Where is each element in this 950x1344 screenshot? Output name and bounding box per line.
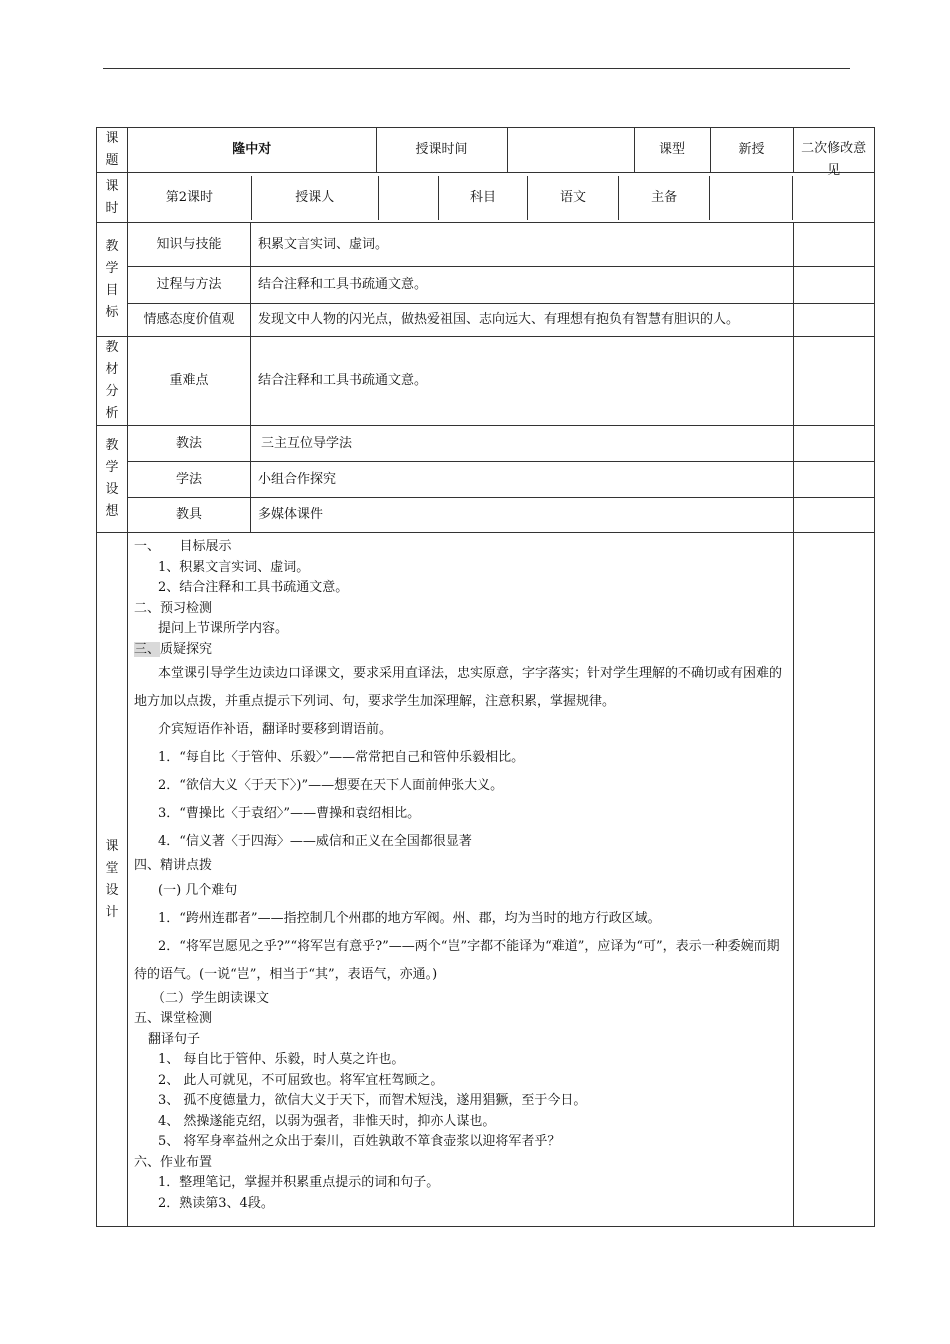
lead-value [710,176,793,220]
s5-item-2: 2、 此人可就见，不可屈致也。将军宜枉驾顾之。 [158,1072,444,1088]
s1-title: 一、 目标展示 [134,539,232,554]
goal-text-2: 结合注释和工具书疏通文意。 [251,267,794,304]
design-revision-3 [794,498,875,533]
design-text-1: 三主互位导学法 [251,426,794,462]
classroom-label: 课 堂 设 计 [97,533,128,1227]
design-name-1: 教法 [128,426,251,462]
period-label: 课 时 [97,173,128,223]
analysis-revision [794,337,875,426]
analysis-name: 重难点 [128,337,251,426]
goal-name-2: 过程与方法 [128,267,251,304]
goal-name-3: 情感态度价值观 [128,304,251,337]
s3-paragraph: 本堂课引导学生边读边口译课文，要求采用直译法，忠实原意，字字落实；针对学生理解的不确切或有困难的地方加以点拨，并重点提示下列词、句，要求学生加深理解，注意积累，掌握规律。 [134,666,783,709]
design-text-3: 多媒体课件 [251,498,794,533]
s3-note: 介宾短语作补语，翻译时要移到谓语前。 [158,722,393,737]
s5-item-3: 3、 孤不度德量力，欲信大义于天下，而智术短浅，遂用猖獗，至于今日。 [158,1093,587,1108]
s2-text: 提问上节课所学内容。 [158,621,289,636]
goal-text-1: 积累文言实词、虚词。 [251,223,794,267]
s1-item-1: 1、积累文言实词、虚词。 [158,559,310,575]
classroom-content [128,533,794,1227]
topic-label: 课 题 [97,128,128,173]
lead-label: 主备 [619,176,710,220]
time-value [507,128,634,172]
goal-text-3: 发现文中人物的闪光点，做热爱祖国、志向远大、有理想有抱负有智慧有胆识的人。 [251,304,794,337]
s1-item-2: 2、结合注释和工具书疏通文意。 [158,580,349,595]
s5-item-1: 1、 每自比于管仲、乐毅，时人莫之许也。 [158,1052,405,1067]
period-value: 第2课时 [165,189,213,205]
design-revision-2 [794,462,875,498]
s6-item-2: 2．熟读第3、4段。 [158,1195,274,1211]
s6-item-1: 1．整理笔记，掌握并积累重点提示的词和句子。 [158,1175,440,1190]
s3-item-1: 1．“每自比〈于管仲、乐毅〉”——常常把自己和管仲乐毅相比。 [158,750,525,765]
s5-item-5: 5、 将军身率益州之众出于秦川，百姓孰敢不箪食壶浆以迎将军者乎？ [158,1134,561,1149]
s2-title: 二、预习检测 [134,600,213,616]
type-label: 课型 [634,128,710,172]
revision-note: 二次修改意见 [793,176,874,220]
goal-revision-3 [794,304,875,337]
s3-item-3: 3．“曹操比〈于袁绍〉”——曹操和袁绍相比。 [158,806,421,821]
s3-item-2: 2．“欲信大义〈于天下〉)”——想要在天下人面前伸张大义。 [158,778,504,793]
design-text-2: 小组合作探究 [251,462,794,498]
design-name-3: 教具 [128,498,251,533]
s5-item-4: 4、 然操遂能克绍，以弱为强者，非惟天时，抑亦人谋也。 [158,1113,496,1129]
header-rule [103,68,850,69]
goals-label: 教 学 目 标 [97,223,128,337]
s6-title: 六、作业布置 [134,1154,213,1170]
teacher-value [378,176,438,220]
analysis-text: 结合注释和工具书疏通文意。 [251,337,794,426]
s4-item-2: 2．“将军岂愿见之乎?”“将军岂有意乎?”——两个“岂”字都不能译为“难道”，应译为“可”，表示一种委婉而期待的语气。(一说“岂”，相当于“其”，表语气，亦通。) [134,938,780,982]
s3-item-4: 4．“信义著〈于四海〉——威信和正义在全国都很显著 [158,834,472,849]
classroom-revision [794,533,875,1227]
s5-title: 五、课堂检测 [134,1011,213,1026]
subject-label: 科目 [438,176,527,220]
s5-sub: 翻译句子 [148,1031,201,1047]
s4-sub-1: (一) 几个难句 [158,882,238,898]
goal-name-1: 知识与技能 [128,223,251,267]
topic-title: 隆中对 [232,142,272,158]
s4-sub-2: （二）学生朗读课文 [152,990,270,1006]
design-name-2: 学法 [128,462,251,498]
lesson-plan-table [96,127,875,1227]
analysis-label: 教 材 分 析 [97,337,128,426]
type-value: 新授 [710,128,793,172]
design-revision-1 [794,426,875,462]
s4-item-1: 1．“跨州连郡者”——指控制几个州郡的地方军阀。州、郡，均为当时的地方行政区域。 [158,910,661,926]
teacher-label: 授课人 [251,176,378,220]
design-label: 教 学 设 想 [97,426,128,533]
time-label: 授课时间 [376,128,507,172]
goal-revision-1 [794,223,875,267]
goal-revision-2 [794,267,875,304]
topic-row [128,128,875,173]
s4-title: 四、精讲点拨 [134,858,213,873]
s3-title: 三、质疑探究 [134,641,213,657]
subject-value: 语文 [528,176,619,220]
